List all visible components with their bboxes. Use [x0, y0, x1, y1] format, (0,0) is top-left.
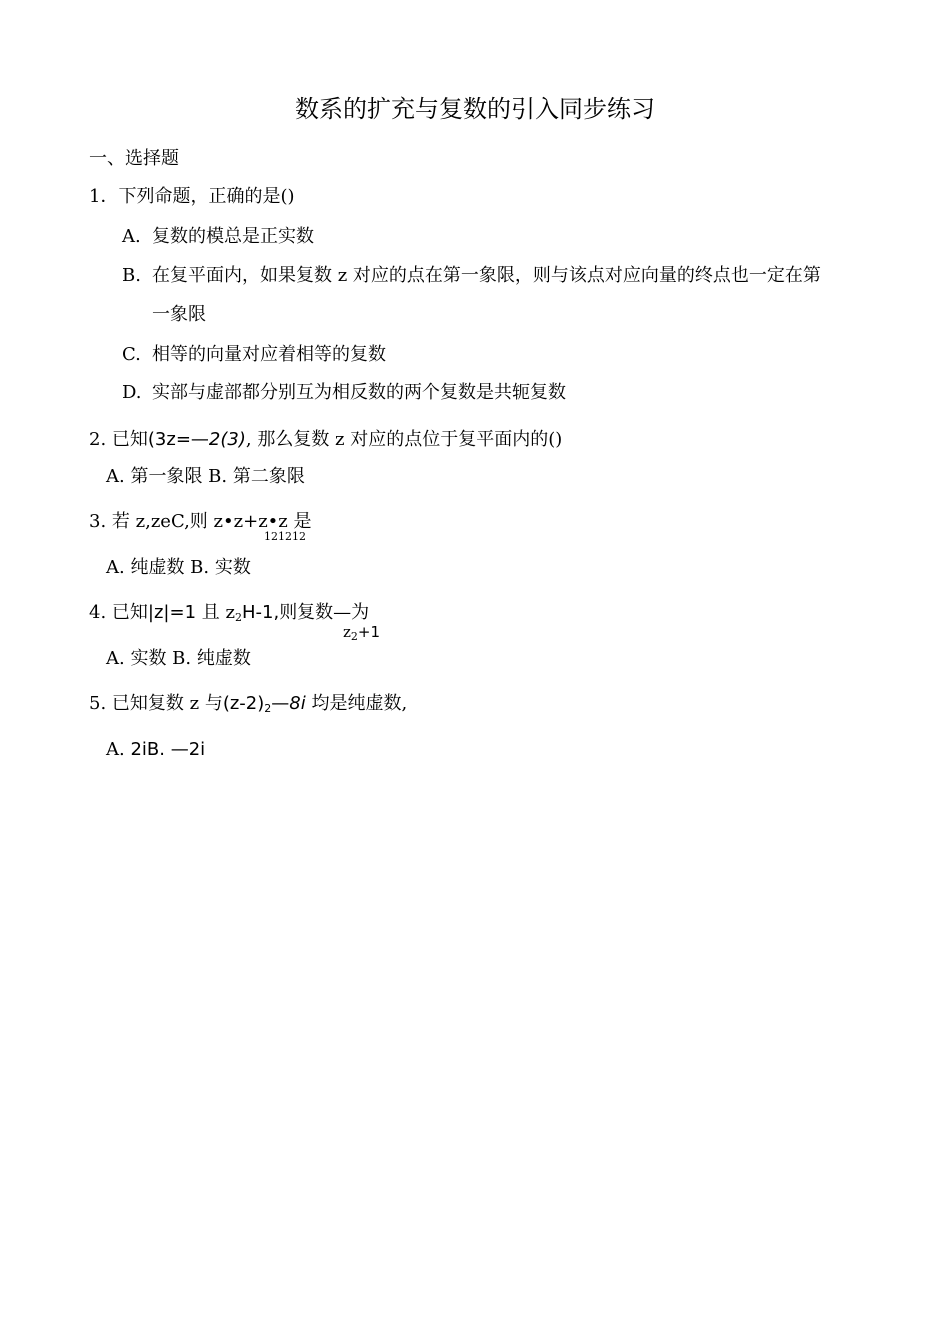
section-heading: 一、选择题 [89, 148, 179, 169]
math-expression: |z|=1 [147, 602, 197, 623]
math-expression: 8i [289, 693, 306, 714]
stem-part: 4. 已知 [89, 602, 148, 623]
page-title: 数系的扩充与复数的引入同步练习 [295, 95, 655, 123]
option-label: A. [106, 739, 131, 760]
option-label: A. [122, 226, 141, 247]
question-1-option-a [122, 225, 314, 249]
option-text: 在复平面内，如果复数 z 对应的点在第一象限，则与该点对应向量的终点也一定在第 [152, 265, 821, 286]
math-expression: (z-2) [222, 693, 265, 714]
option-label: C. [122, 344, 141, 365]
math-expression: — [271, 693, 290, 714]
question-4-options: A. 实数 B. 纯虚数 [106, 648, 251, 669]
question-4-denominator [343, 620, 380, 649]
math-expression: (3z=— [147, 429, 209, 450]
option-text: 相等的向量对应着相等的复数 [152, 344, 386, 365]
option-text: 复数的模总是正实数 [152, 226, 314, 247]
subscript: 2 [350, 630, 358, 643]
question-3-stem: 3. 若 z,zeC,则 z•z+z•z 是 [89, 511, 312, 532]
stem-part: 均是纯虚数, [305, 693, 408, 714]
subscript: 2 [234, 611, 242, 624]
option-values: 2iB. —2i [130, 739, 206, 760]
question-3-options: A. 纯虚数 B. 实数 [106, 557, 251, 578]
stem-part: 5. 已知复数 z 与 [89, 693, 223, 714]
question-1-option-d [122, 381, 566, 405]
question-2-stem [89, 428, 562, 452]
denominator-var: z [343, 623, 351, 641]
option-label: B. [122, 265, 141, 286]
question-2-options: A. 第一象限 B. 第二象限 [106, 466, 305, 487]
question-5-stem [89, 692, 407, 721]
question-1-option-c [122, 343, 386, 367]
stem-part: , 那么复数 z 对应的点位于复平面内的() [245, 429, 563, 450]
denominator-rest: +1 [357, 623, 381, 641]
question-5-options [106, 738, 205, 762]
question-3-subscripts: 121212 [264, 530, 306, 543]
stem-part: 则复数—为 [279, 602, 370, 623]
math-expression: H-1, [241, 602, 280, 623]
option-label: D. [122, 382, 142, 403]
stem-part: 2. 已知 [89, 429, 148, 450]
question-1-option-b [122, 264, 821, 288]
question-1-option-b-continued: 一象限 [152, 304, 206, 325]
question-1-stem: 1．下列命题，正确的是() [89, 186, 295, 207]
stem-part: 且 z [196, 602, 235, 623]
subscript: 2 [264, 702, 272, 715]
question-4-stem [89, 601, 369, 630]
math-expression: 2(3) [208, 429, 246, 450]
option-text: 实部与虚部都分别互为相反数的两个复数是共轭复数 [152, 382, 566, 403]
